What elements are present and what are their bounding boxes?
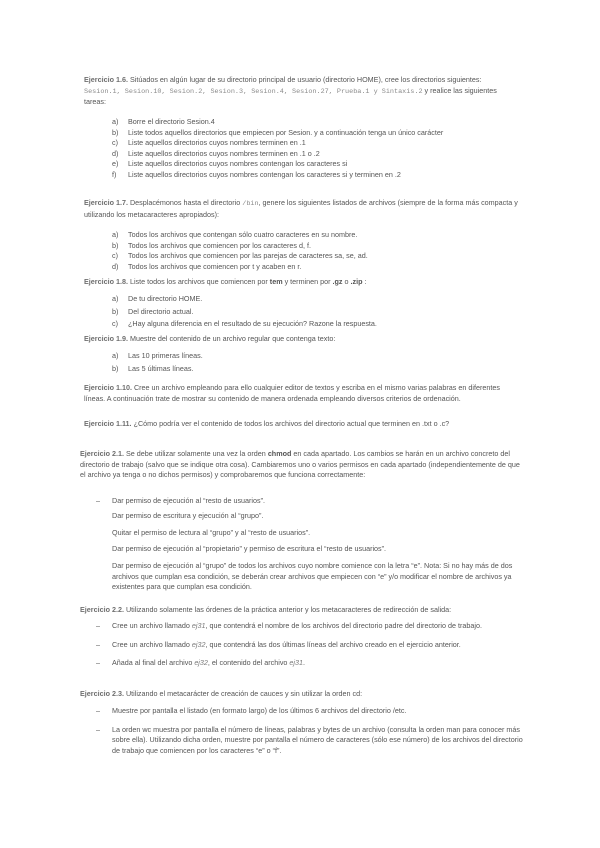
exercise-label: Ejercicio 1.6. bbox=[84, 75, 128, 84]
exercise-label: Ejercicio 1.7. bbox=[84, 198, 128, 207]
exercise-text: en cada apartado. Los cambios se harán en un archivo concreto del directorio de trabajo (salvo que se indique otra cosa). Cambiaremos uno o varios permisos en cada apartado (independientemente de que el archivo ya tenga o no dichos permisos) y comprobaremos que funciona correctamente: bbox=[80, 449, 520, 480]
dash-marker: – bbox=[96, 706, 100, 715]
file-name: ej32 bbox=[194, 658, 208, 668]
code-path: /bin bbox=[242, 200, 259, 208]
directory-list: Sesion.1, Sesion.10, Sesion.2, Sesion.3, Sesion.4, Sesion.27, Prueba.1 y Sintaxis.2 bbox=[84, 87, 423, 96]
exercise-text: ¿Cómo podría ver el contenido de todos los archivos del directorio actual que terminen en .txt o .c? bbox=[133, 419, 450, 428]
list-item-text: , que contendrá el nombre de los archivos del directorio padre del directorio de trabajo. bbox=[205, 621, 482, 630]
list-item bbox=[112, 138, 532, 149]
list-marker: a) bbox=[112, 351, 119, 360]
dash-marker: – bbox=[96, 724, 100, 734]
exercise-2-2-list bbox=[96, 621, 524, 677]
list-item-text: Las 5 últimas líneas. bbox=[128, 363, 194, 373]
exercise-text: Utilizando solamente las órdenes de la práctica anterior y los metacaracteres de redirección de salida: bbox=[125, 605, 452, 614]
exercise-text: Muestre del contenido de un archivo regular que contenga texto: bbox=[129, 334, 336, 343]
list-item bbox=[96, 725, 524, 757]
list-marker: b) bbox=[112, 306, 119, 316]
exercise-1-8-intro bbox=[84, 277, 519, 288]
list-item bbox=[112, 251, 532, 262]
exercise-1-9-intro bbox=[84, 334, 519, 345]
file-name: ej32 bbox=[191, 639, 206, 649]
exercise-text: o bbox=[344, 277, 349, 286]
dash-marker: – bbox=[96, 496, 100, 505]
sub-item: Quitar el permiso de lectura al “grupo” y al “resto de usuarios”. bbox=[112, 528, 311, 537]
list-item bbox=[112, 149, 532, 160]
list-item-text: Todos los archivos que comiencen por los caracteres d, f. bbox=[128, 240, 311, 250]
command-name: chmod bbox=[267, 449, 292, 458]
exercise-1-9-list bbox=[112, 351, 532, 374]
list-item-text: Dar permiso de ejecución al “resto de usuarios”. bbox=[112, 496, 266, 505]
exercise-1-8-list bbox=[112, 294, 532, 330]
list-marker: a) bbox=[112, 230, 119, 239]
list-item bbox=[112, 262, 532, 273]
file-name: ej31 bbox=[191, 621, 206, 630]
exercise-2-1-intro bbox=[80, 449, 520, 481]
list-marker: d) bbox=[112, 261, 119, 271]
list-item-text: Cree un archivo llamado bbox=[112, 639, 190, 649]
exercise-label: Ejercicio 1.8. bbox=[84, 277, 128, 286]
dash-marker: – bbox=[96, 658, 100, 668]
dash-marker: – bbox=[96, 639, 100, 649]
list-item bbox=[112, 117, 532, 128]
list-marker: e) bbox=[112, 159, 119, 169]
exercise-text: y realice las siguientes tareas: bbox=[84, 85, 497, 107]
list-marker: f) bbox=[112, 169, 117, 179]
list-marker: a) bbox=[112, 117, 119, 126]
exercise-1-7-intro bbox=[84, 198, 519, 220]
list-marker: c) bbox=[112, 138, 118, 148]
list-item-text: Borre el directorio Sesion.4 bbox=[128, 117, 215, 126]
list-item bbox=[96, 706, 524, 717]
exercise-label: Ejercicio 2.3. bbox=[80, 689, 124, 698]
list-item bbox=[112, 307, 532, 318]
list-marker: c) bbox=[112, 251, 118, 261]
exercise-text: Desplacémonos hasta el directorio bbox=[129, 198, 241, 207]
list-item bbox=[112, 241, 532, 252]
list-item bbox=[112, 128, 532, 139]
list-item-text: Del directorio actual. bbox=[128, 306, 194, 316]
file-name: ej31 bbox=[289, 658, 304, 668]
list-item-text: Liste aquellos directorios cuyos nombres contengan los caracteres si bbox=[128, 159, 348, 169]
pattern-bold: tem bbox=[269, 277, 283, 286]
list-item-text: Todos los archivos que comiencen por las parejas de caracteres sa, se, ad. bbox=[128, 251, 368, 261]
list-item bbox=[112, 170, 532, 181]
list-marker: b) bbox=[112, 240, 119, 250]
exercise-1-6-list bbox=[112, 117, 532, 181]
pattern-bold: .gz bbox=[332, 277, 343, 286]
exercise-2-2-intro bbox=[80, 605, 520, 616]
exercise-label: Ejercicio 1.10. bbox=[84, 383, 132, 392]
list-item-text: Liste aquellos directorios cuyos nombres terminen en .1 bbox=[128, 138, 306, 148]
sub-item: Dar permiso de ejecución al “grupo” de todos los archivos cuyo nombre comience con la letra “e”. Nota: Si no hay más de dos archivos que cumplan esa condición, se deberán crear archivos que empiecen con “e” y/o modificar el nombre de archivos ya existentes para que cumplan esa condición. bbox=[112, 561, 513, 592]
exercise-1-10 bbox=[84, 383, 519, 404]
exercise-label: Ejercicio 1.11. bbox=[84, 419, 132, 428]
exercise-1-11 bbox=[84, 419, 519, 430]
exercise-label: Ejercicio 1.9. bbox=[84, 334, 128, 343]
list-item-text: , que contendrá las dos últimas líneas del archivo creado en el ejercicio anterior. bbox=[205, 639, 461, 649]
sub-item: Dar permiso de ejecución al “propietario” y permiso de escritura el “resto de usuarios”. bbox=[112, 544, 387, 553]
exercise-2-3-intro bbox=[80, 689, 520, 700]
list-item-text: , el contenido del archivo bbox=[207, 658, 288, 668]
list-item-text: Liste aquellos directorios cuyos nombres terminen en .1 o .2 bbox=[128, 148, 320, 158]
list-item bbox=[96, 621, 524, 632]
exercise-text: , genere los siguientes listados de archivos (siempre de la forma más compacta y utilizando los metacaracteres apropiados): bbox=[84, 198, 518, 219]
list-item-text: La orden wc muestra por pantalla el número de líneas, palabras y bytes de un archivo (consulta la orden man para conocer más sobre ella). Utilizando dicha orden, muestre por pantalla el número de caracteres (sólo ese número) de los archivos del directorio de trabajo que comiencen por los caracteres “e” o “f”. bbox=[112, 724, 523, 755]
list-item-text: De tu directorio HOME. bbox=[128, 294, 203, 303]
list-item bbox=[112, 159, 532, 170]
exercise-text: Se debe utilizar solamente una vez la orden bbox=[125, 449, 266, 458]
list-marker: b) bbox=[112, 363, 119, 373]
list-item bbox=[96, 496, 524, 507]
exercise-label: Ejercicio 2.2. bbox=[80, 605, 124, 614]
exercise-2-3-list bbox=[96, 706, 524, 764]
list-item-text: Liste todos aquellos directorios que empiecen por Sesion. y a continuación tenga un único carácter bbox=[128, 127, 444, 137]
list-marker: b) bbox=[112, 127, 119, 137]
exercise-1-7-list bbox=[112, 230, 532, 272]
exercise-label: Ejercicio 2.1. bbox=[80, 449, 124, 458]
list-item bbox=[112, 351, 532, 362]
list-item-text: Las 10 primeras líneas. bbox=[128, 351, 203, 360]
list-item-text: ¿Hay alguna diferencia en el resultado de su ejecución? Razone la respuesta. bbox=[128, 319, 377, 329]
exercise-text: Sitúados en algún lugar de su directorio principal de usuario (directorio HOME), cree los directorios siguientes: bbox=[129, 75, 482, 84]
list-item bbox=[96, 640, 524, 651]
list-item bbox=[112, 294, 532, 305]
exercise-text: y terminen por bbox=[284, 277, 331, 286]
list-item-text: Todos los archivos que contengan sólo cuatro caracteres en su nombre. bbox=[128, 230, 358, 239]
list-item bbox=[112, 230, 532, 241]
list-marker: a) bbox=[112, 294, 119, 303]
list-item-text: Liste aquellos directorios cuyos nombres contengan los caracteres si y terminen en .2 bbox=[128, 169, 401, 179]
exercise-text: Utilizando el metacarácter de creación de cauces y sin utilizar la orden cd: bbox=[125, 689, 363, 698]
list-item-text: Todos los archivos que comiencen por t y acaben en r. bbox=[128, 261, 302, 271]
list-item bbox=[96, 658, 524, 669]
dash-marker: – bbox=[96, 621, 100, 630]
list-marker: d) bbox=[112, 148, 119, 158]
exercise-text: Liste todos los archivos que comiencen por bbox=[129, 277, 268, 286]
list-marker: c) bbox=[112, 319, 118, 329]
sub-item: Dar permiso de escritura y ejecución al “grupo”. bbox=[112, 511, 264, 520]
list-item bbox=[112, 364, 532, 375]
list-item-text: . bbox=[303, 658, 306, 668]
exercise-1-6-intro bbox=[84, 75, 519, 108]
list-item-text: Cree un archivo llamado bbox=[112, 621, 190, 630]
list-item-text: Muestre por pantalla el listado (en formato largo) de los últimos 6 archivos del directorio /etc. bbox=[112, 706, 407, 715]
list-item bbox=[112, 319, 532, 330]
pattern-bold: .zip bbox=[350, 277, 363, 286]
exercise-text: Cree un archivo empleando para ello cualquier editor de textos y escriba en el mismo varias palabras en diferentes líneas. A continuación trate de mostrar su contenido de manera ordenada empleando diversos criterios de ordenación. bbox=[84, 383, 500, 403]
exercise-text: : bbox=[364, 277, 367, 286]
list-item-text: Añada al final del archivo bbox=[112, 658, 193, 668]
